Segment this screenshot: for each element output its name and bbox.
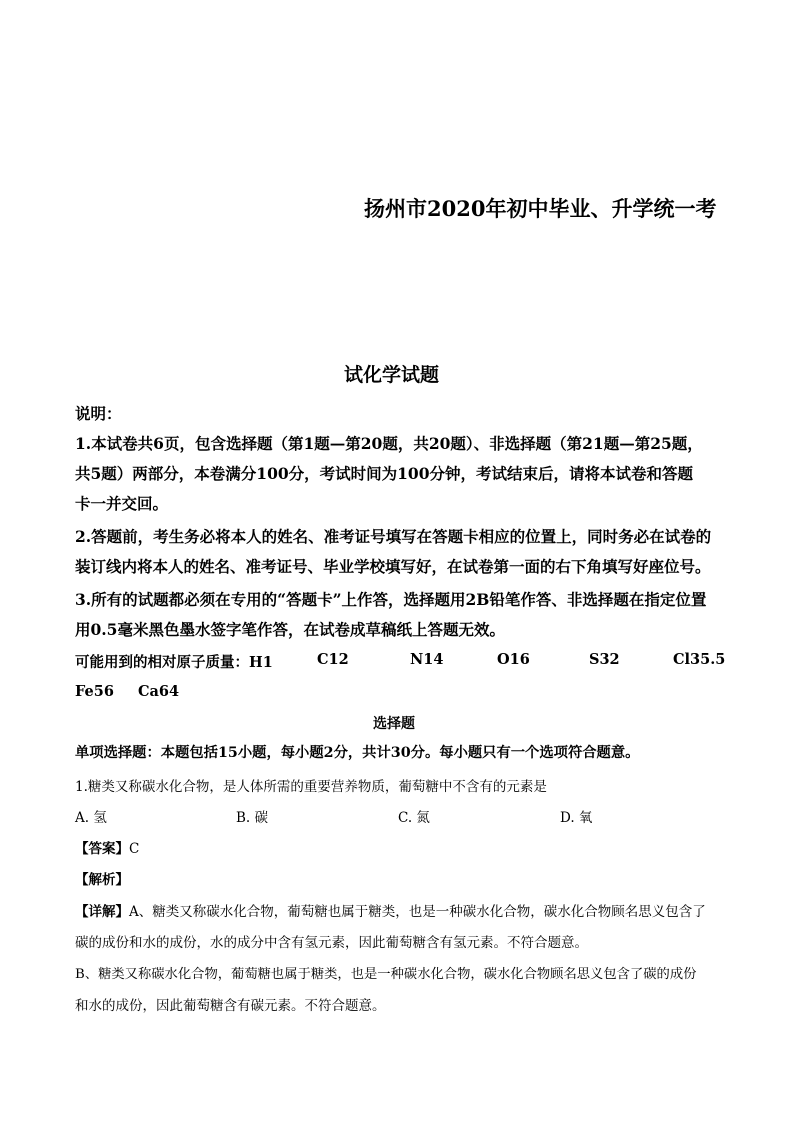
question-1-option-d: D. 氧 — [560, 810, 593, 826]
question-1-option-b: B. 碳 — [236, 810, 269, 826]
exam-title: 扬州市2020年初中毕业、升学统一考 — [364, 196, 717, 221]
instruction-3-line-2: 用0.5毫米黑色墨水签字笔作答，在试卷成草稿纸上答题无效。 — [75, 620, 505, 639]
question-1-option-a: A. 氢 — [75, 810, 107, 826]
atomic-mass-item: Fe56 — [75, 683, 114, 700]
detail-line-1 — [75, 900, 706, 920]
instruction-1-line-2: 共5题）两部分，本卷满分100分，考试时间为100分钟，考试结束后，请将本试卷和答题 — [75, 464, 693, 483]
instruction-2-line-2: 装订线内将本人的姓名、准考证号、毕业学校填写好，在试卷第一面的右下角填写好座位号。 — [75, 557, 711, 576]
detail-text: A、糖类又称碳水化合物，葡萄糖也属于糖类，也是一种碳水化合物，碳水化合物顾名思义包含了 — [129, 904, 706, 920]
section-description: 单项选择题：本题包括15小题，每小题2分，共计30分。每小题只有一个选项符合题意。 — [75, 745, 640, 761]
atomic-mass-item: S32 — [589, 651, 620, 668]
answer-label: 【答案】 — [75, 841, 129, 857]
instructions-label: 说明： — [75, 404, 122, 423]
question-1-stem: 1.糖类又称碳水化合物，是人体所需的重要营养物质，葡萄糖中不含有的元素是 — [75, 779, 547, 795]
subject-title: 试化学试题 — [344, 364, 440, 386]
detail-line-2: 碳的成份和水的成份，水的成分中含有氢元素，因此葡萄糖含有氢元素。不符合题意。 — [75, 935, 588, 951]
detail-line-3: B、糖类又称碳水化合物，葡萄糖也属于糖类，也是一种碳水化合物，碳水化合物顾名思义包含了碳的成份 — [75, 967, 697, 982]
section-title: 选择题 — [373, 716, 415, 732]
instruction-3-line-1: 3.所有的试题都必须在专用的“答题卡”上作答，选择题用2B铅笔作答、非选择题在指定位置 — [75, 590, 707, 609]
atomic-mass-item: C12 — [317, 651, 349, 668]
answer-value: C — [129, 841, 140, 857]
atomic-mass-label: 可能用到的相对原子质量：H1 — [75, 654, 273, 671]
atomic-mass-item: Cl35.5 — [673, 651, 726, 668]
analysis-label: 【解析】 — [75, 872, 129, 888]
answer-line — [75, 837, 139, 857]
detail-line-4: 和水的成份，因此葡萄糖含有碳元素。不符合题意。 — [75, 998, 386, 1014]
detail-label: 【详解】 — [75, 904, 129, 920]
instruction-2-line-1: 2.答题前，考生务必将本人的姓名、准考证号填写在答题卡相应的位置上，同时务必在试卷的 — [75, 527, 712, 546]
atomic-mass-item: O16 — [497, 651, 530, 668]
atomic-mass-item: N14 — [410, 651, 444, 668]
atomic-mass-item: Ca64 — [138, 683, 180, 700]
question-1-option-c: C. 氮 — [398, 810, 430, 826]
instruction-1-line-1: 1.本试卷共6页，包含选择题（第1题—第20题，共20题）、非选择题（第21题—第25题， — [75, 434, 703, 453]
instruction-1-line-3: 卡一并交回。 — [75, 494, 169, 513]
